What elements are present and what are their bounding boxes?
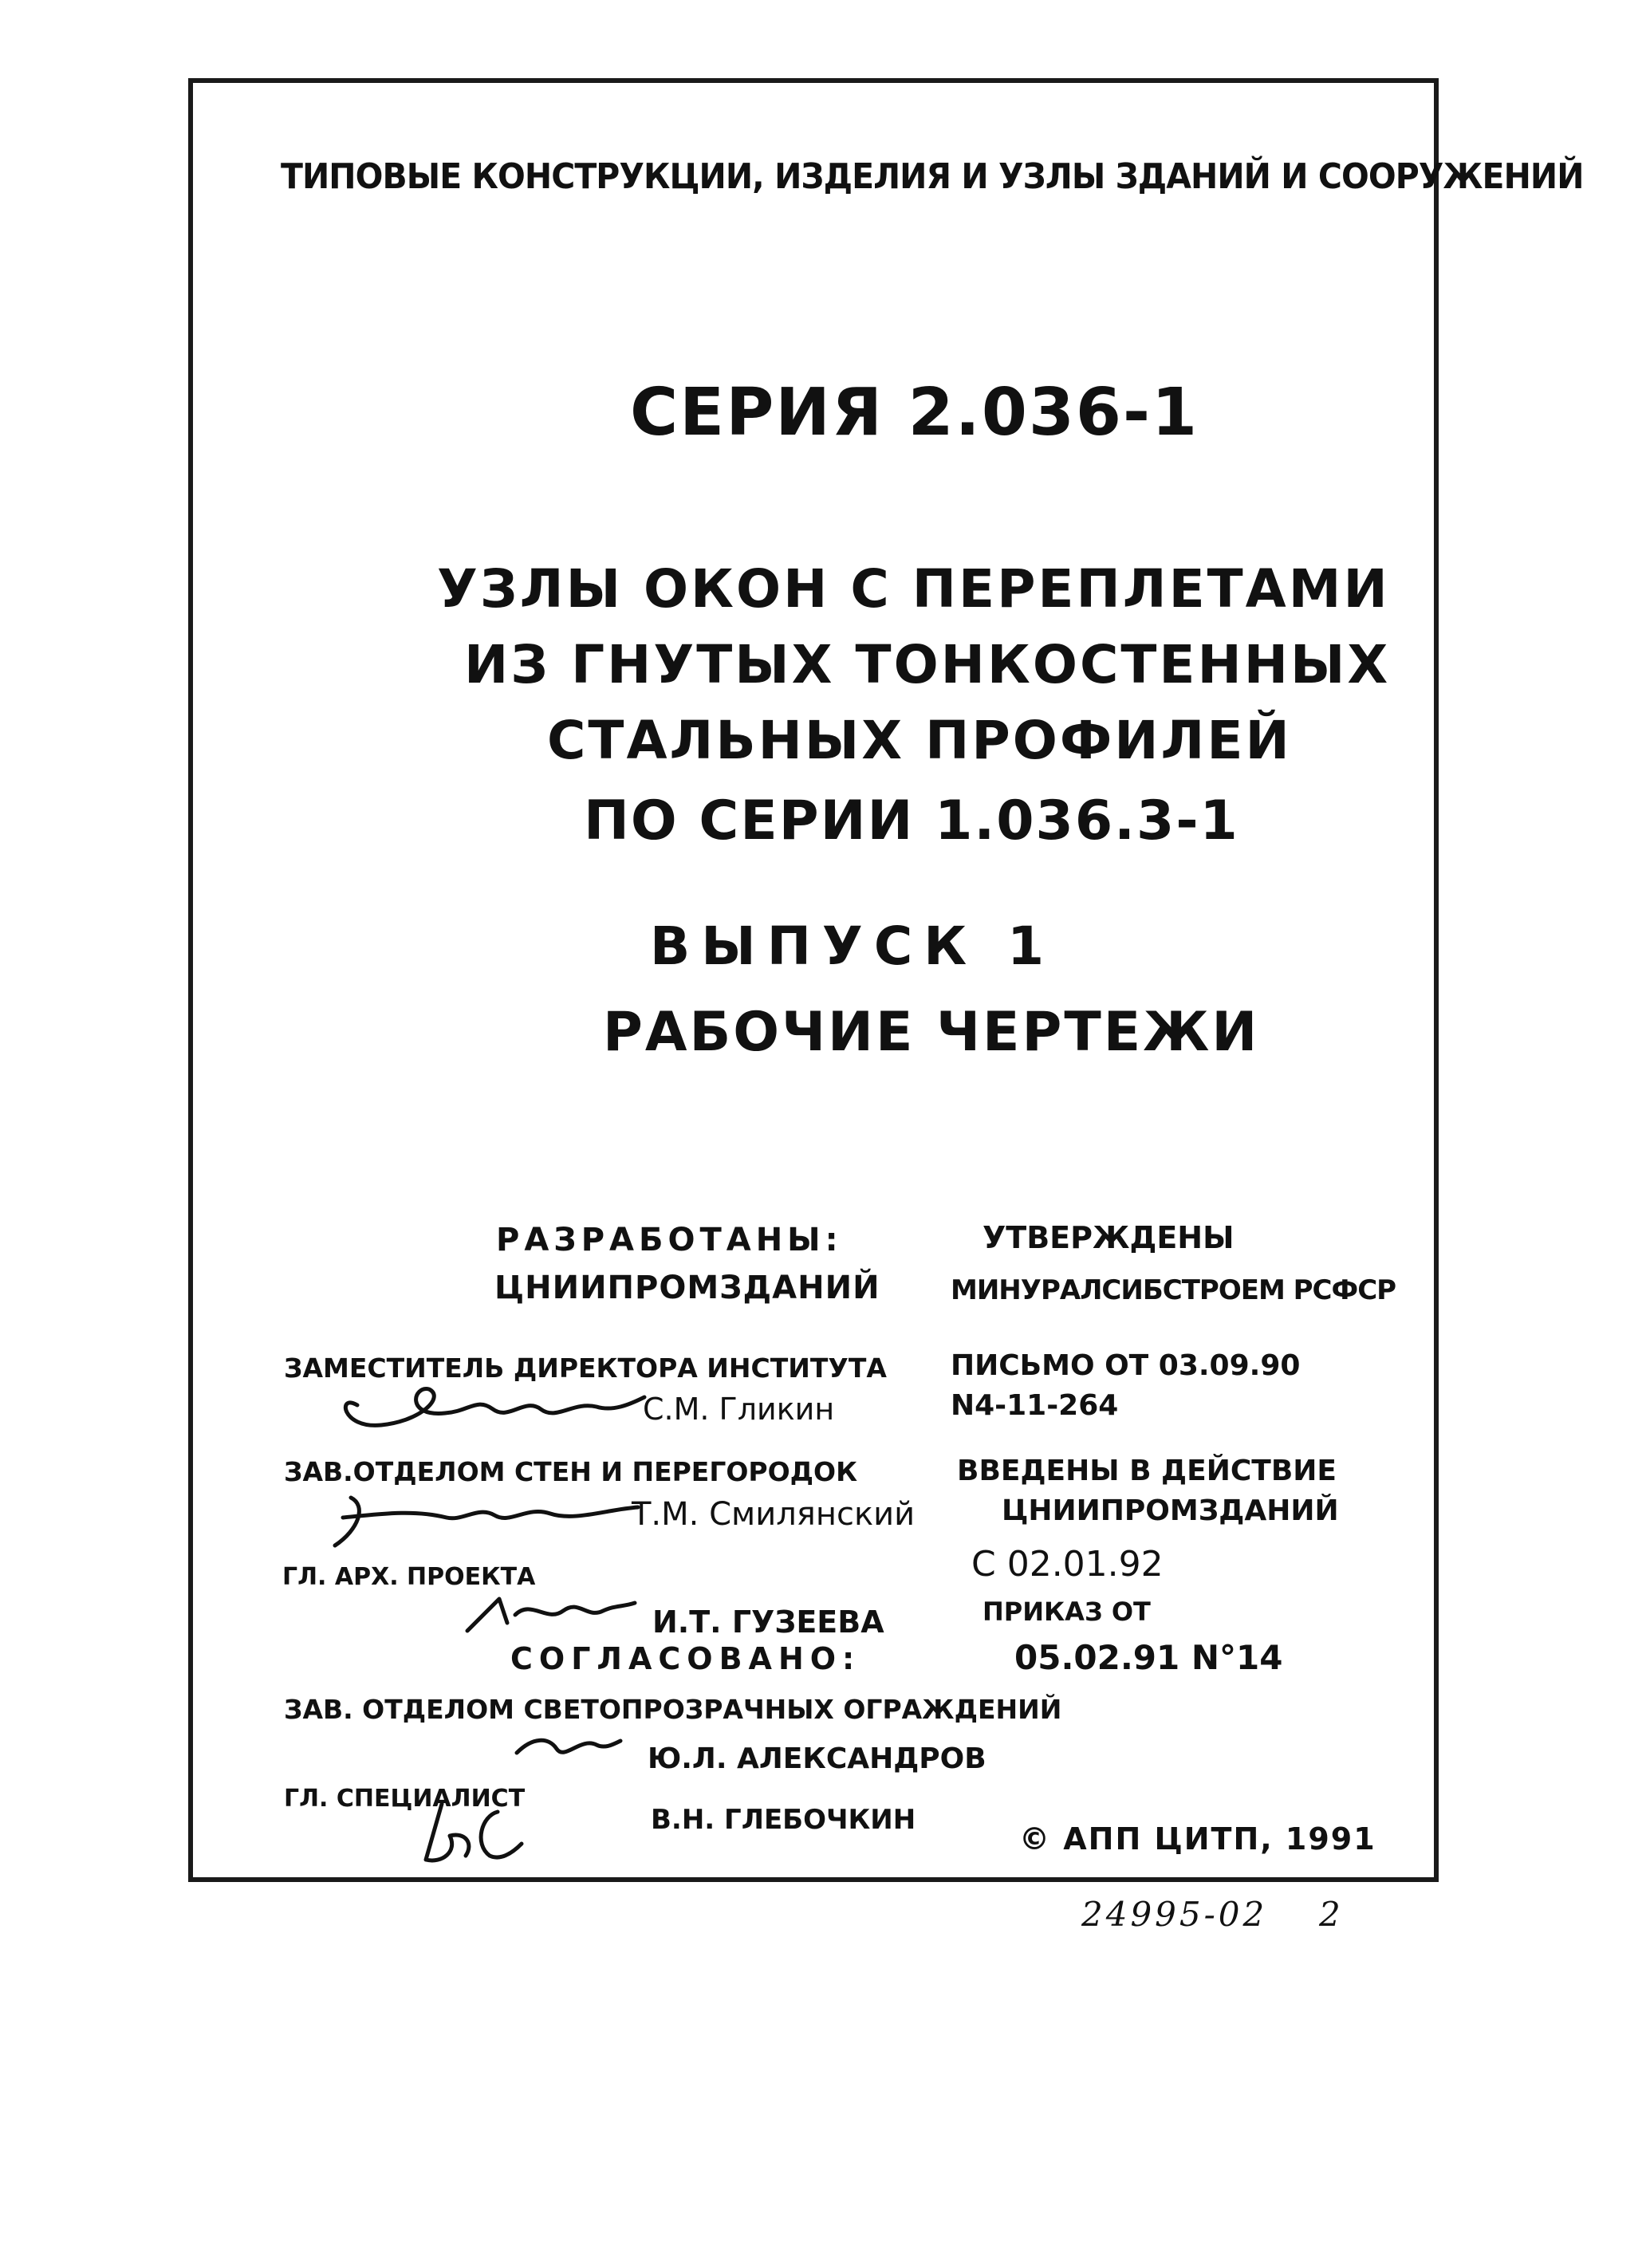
page-number: 2: [1319, 1895, 1341, 1934]
title-line-4: ПО СЕРИИ 1.036.3-1: [584, 789, 1239, 852]
order-number: 05.02.91 N°14: [1014, 1638, 1283, 1677]
chief-arch-signature: [451, 1575, 643, 1647]
developed-org: ЦНИИПРОМЗДАНИЙ: [494, 1270, 880, 1306]
enacted-org: ЦНИИПРОМЗДАНИЙ: [1002, 1494, 1339, 1527]
specialist-role: ГЛ. СПЕЦИАЛИСТ: [284, 1785, 526, 1813]
order-label: ПРИКАЗ ОТ: [983, 1597, 1151, 1627]
head-glazing-name: Ю.Л. АЛЕКСАНДРОВ: [648, 1742, 986, 1775]
specialist-name: В.Н. ГЛЕБОЧКИН: [651, 1804, 916, 1836]
issue-label: ВЫПУСК 1: [650, 915, 1056, 977]
title-line-2: ИЗ ГНУТЫХ ТОНКОСТЕННЫХ: [464, 634, 1391, 695]
enacted-date: С 02.01.92: [971, 1544, 1164, 1585]
deputy-name: С.М. Гликин: [643, 1392, 835, 1427]
enacted-label: ВВЕДЕНЫ В ДЕЙСТВИЕ: [957, 1455, 1337, 1487]
approved-letter: ПИСЬМО ОТ 03.09.90: [951, 1349, 1301, 1382]
approved-label: УТВЕРЖДЕНЫ: [983, 1220, 1235, 1255]
sheet-code: 24995-02: [1081, 1895, 1268, 1934]
approved-number: N4-11-264: [951, 1389, 1119, 1422]
header-line: ТИПОВЫЕ КОНСТРУКЦИИ, ИЗДЕЛИЯ И УЗЛЫ ЗДАНИЙ И СООРУЖЕНИЙ: [281, 156, 1584, 197]
drawings-label: РАБОЧИЕ ЧЕРТЕЖИ: [603, 1001, 1260, 1064]
deputy-role: ЗАМЕСТИТЕЛЬ ДИРЕКТОРА ИНСТИТУТА: [284, 1353, 887, 1384]
title-line-3: СТАЛЬНЫХ ПРОФИЛЕЙ: [547, 710, 1292, 771]
head-walls-signature: [319, 1482, 654, 1561]
agreed-label: СОГЛАСОВАНО:: [510, 1641, 861, 1676]
title-line-1: УЗЛЫ ОКОН С ПЕРЕПЛЕТАМИ: [437, 558, 1390, 620]
head-walls-role: ЗАВ.ОТДЕЛОМ СТЕН И ПЕРЕГОРОДОК: [284, 1456, 858, 1487]
chief-arch-role: ГЛ. АРХ. ПРОЕКТА: [282, 1563, 536, 1591]
approved-org: МИНУРАЛСИБСТРОЕМ РСФСР: [951, 1274, 1396, 1306]
head-walls-name: Т.М. Смилянский: [632, 1496, 916, 1533]
deputy-signature: [333, 1373, 652, 1445]
series-title: СЕРИЯ 2.036-1: [630, 375, 1199, 451]
head-glazing-role: ЗАВ. ОТДЕЛОМ СВЕТОПРОЗРАЧНЫХ ОГРАЖДЕНИЙ: [284, 1694, 1062, 1725]
copyright: © АПП ЦИТП, 1991: [1019, 1821, 1376, 1857]
chief-arch-name: И.Т. ГУЗЕЕВА: [652, 1605, 884, 1640]
head-glazing-signature: [501, 1713, 628, 1777]
developed-label: РАЗРАБОТАНЫ:: [496, 1222, 843, 1258]
specialist-signature: [410, 1788, 538, 1876]
